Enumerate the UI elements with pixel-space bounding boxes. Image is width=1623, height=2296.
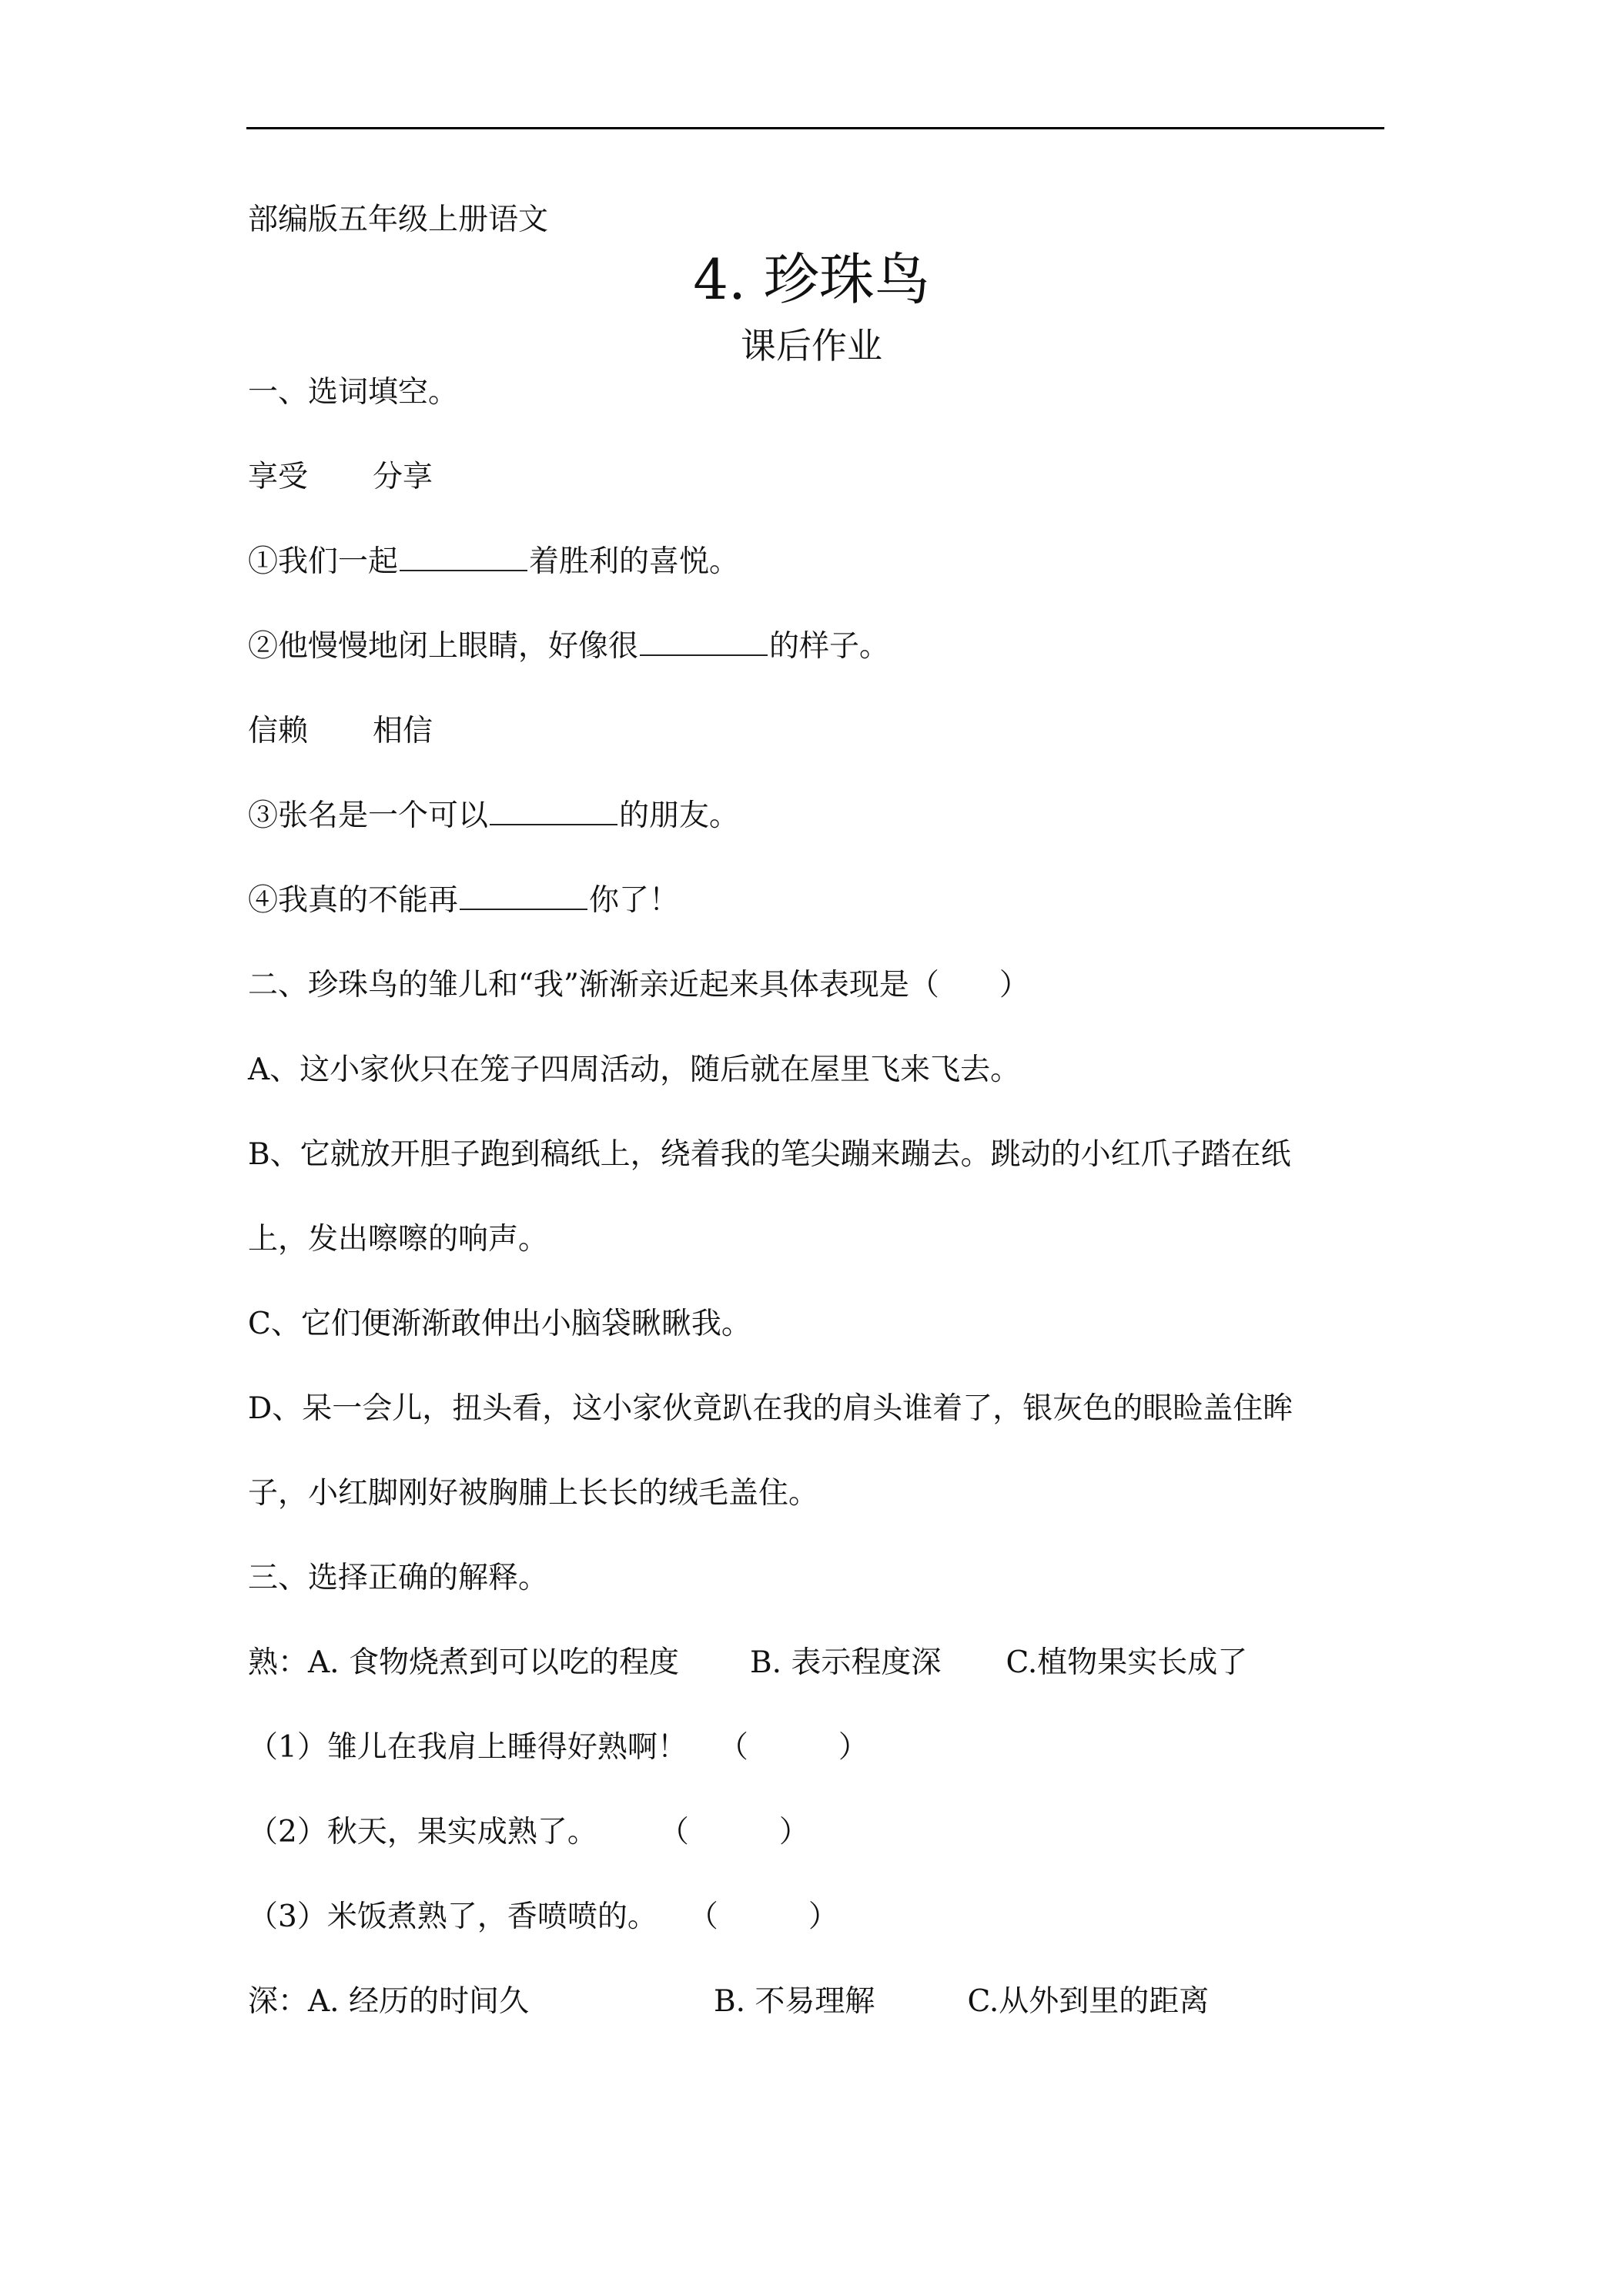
shu-option-b: B. 表示程度深 xyxy=(749,1645,942,1680)
shu-item-1: （1）雏儿在我肩上睡得好熟啊！ （ ） xyxy=(248,1726,868,1769)
option-d-line1: D、呆一会儿，扭头看，这小家伙竟趴在我的肩头谁着了，银灰色的眼睑盖住眸 xyxy=(248,1391,1293,1426)
word-choice: 相信 xyxy=(373,714,433,748)
shen-definitions xyxy=(248,1980,1209,2023)
option-c: C、它们便渐渐敢伸出小脑袋瞅瞅我。 xyxy=(248,1307,751,1341)
option-b-line2: 上，发出嚓嚓的响声。 xyxy=(248,1222,549,1257)
shu-option-c: C.植物果实长成了 xyxy=(1006,1645,1248,1680)
option-d-line2: 子，小红脚刚好被胸脯上长长的绒毛盖住。 xyxy=(248,1476,819,1511)
section1-heading: 一、选词填空。 xyxy=(248,375,459,410)
header-rule xyxy=(246,127,1384,129)
option-a: A、这小家伙只在笼子四周活动，随后就在屋里飞来飞去。 xyxy=(248,1053,1021,1087)
page-subtitle: 课后作业 xyxy=(741,325,882,366)
answer-parens[interactable]: （ ） xyxy=(658,1815,809,1849)
question-4: ④我真的不能再 你了！ xyxy=(248,879,679,922)
answer-blank[interactable] xyxy=(460,881,587,910)
shen-option-a: 深：A. 经历的时间久 xyxy=(248,1984,529,2019)
shu-definitions xyxy=(248,1642,1247,1685)
shen-option-c: C.从外到里的距离 xyxy=(967,1984,1210,2019)
question-2: ②他慢慢地闭上眼睛，好像很 的样子。 xyxy=(248,625,889,668)
answer-parens[interactable]: （ ） xyxy=(688,1899,838,1934)
answer-blank[interactable] xyxy=(400,542,527,571)
answer-blank[interactable] xyxy=(490,796,617,825)
question-1: ①我们一起 着胜利的喜悦。 xyxy=(248,541,739,584)
word-group-2 xyxy=(248,710,433,753)
option-b-line1: B、它就放开胆子跑到稿纸上，绕着我的笔尖蹦来蹦去。跳动的小红爪子踏在纸 xyxy=(248,1137,1291,1172)
word-choice: 享受 xyxy=(248,460,309,494)
answer-blank[interactable] xyxy=(640,627,768,656)
word-choice: 信赖 xyxy=(248,714,309,748)
question-3: ③张名是一个可以 的朋友。 xyxy=(248,795,739,838)
subject-label: 部编版五年级上册语文 xyxy=(248,202,549,237)
word-choice: 分享 xyxy=(373,460,433,494)
word-group-1 xyxy=(248,456,433,499)
section3-heading: 三、选择正确的解释。 xyxy=(248,1561,549,1595)
shu-item-2: （2）秋天，果实成熟了。 （ ） xyxy=(248,1811,809,1854)
answer-parens[interactable]: （ ） xyxy=(718,1730,868,1765)
page-title: 4. 珍珠鸟 xyxy=(693,247,930,312)
shu-item-3: （3）米饭煮熟了，香喷喷的。 （ ） xyxy=(248,1896,838,1939)
shu-option-a: 熟：A. 食物烧煮到可以吃的程度 xyxy=(248,1645,679,1680)
section2-heading: 二、珍珠鸟的雏儿和“我”渐渐亲近起来具体表现是（ ） xyxy=(248,968,1029,1002)
shen-option-b: B. 不易理解 xyxy=(713,1984,875,2019)
